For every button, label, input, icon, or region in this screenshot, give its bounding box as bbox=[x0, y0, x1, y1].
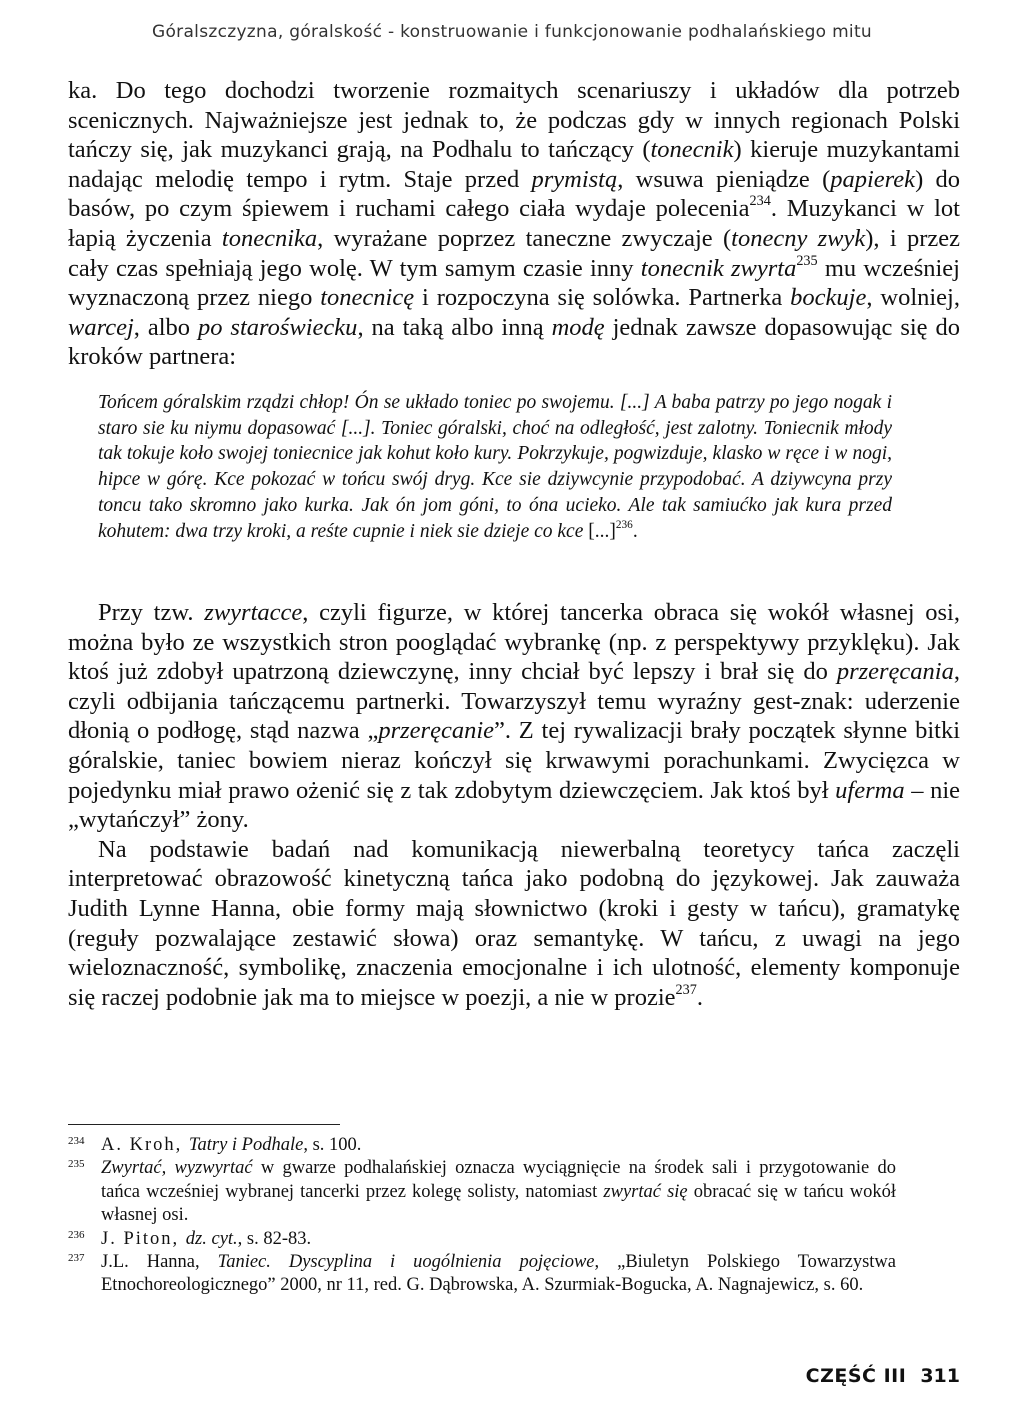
part-label: CZĘŚĆ III bbox=[805, 1365, 907, 1387]
footnote-number: 236 bbox=[68, 1228, 85, 1241]
page-number: 311 bbox=[920, 1365, 960, 1387]
paragraph-hanna: Na podstawie badań nad komunikacją niewerbalną teoretycy tańca zaczęli interpretować obrazowość kinetyczną tańca jako podobną do językowej. Jak zauważa Judith Lynne Hanna, obie formy mają słownictwo (kroki i gesty w tańcu), gramatykę (reguły pozwalające zestawić słowa) oraz semantykę. W tańcu, z uwagi na jego wieloznaczność, symbolikę, znaczenia emocjonalne i ich ulotność, elementy komponuje się raczej podobnie jak ma to miejsce w poezji, a nie w prozie$^{237}$. bbox=[68, 835, 960, 1011]
footnote-ref-235[interactable]: 235 bbox=[796, 252, 818, 269]
paragraph-zwyrtacka: Przy tzw. zwyrtacce, czyli figurze, w której tancerka obraca się wokół własnej osi, można było ze wszystkich stron pooglądać wybrankę (np. z perspektywy przyklęku). Jak ktoś już zdobył upatrzoną dziewczynę, inny chciał być lepszy i brał się do przeręcania, czyli odbijania tańczącemu partnerki. Towarzyszył temu wyraźny gest-znak: uderzenie dłonią o podłogę, stąd nazwa „przeręcanie”. Z tej rywalizacji brały początek słynne bitki góralskie, taniec bowiem nieraz kończył się krwawymi porachunkami. Zwycięzca w pojedynku miał prawo ożenić się z tak zdobytym dziewczęciem. Jak ktoś był uferma – nie „wytańczył” żony. bbox=[68, 599, 961, 834]
main-text-block bbox=[68, 76, 960, 372]
intro-paragraph: ka. Do tego dochodzi tworzenie rozmaitych scenariuszy i układów dla potrzeb scenicznych. Najważniejsze jest jednak to, że podczas gdy w innych regionach Polski tańczy się, jak muzykanci grają, na Podhalu to tańczący (tonecnik) kieruje muzykantami nadając melodię tempo i rytm. Staje przed prymistą, wsuwa pieniądze (papierek) do basów, po czym śpiewem i ruchami całego ciała wydaje polecenia$^{234}$. Muzykanci w lot łapią życzenia tonecnika, wyrażane poprzez taneczne zwyczaje (tonecny zwyk), i przez cały czas spełniają jego wolę. W tym samym czasie inny tonecnik zwyrta$^{235}$ mu wcześniej wyznaczoną przez niego tonecnicę i rozpoczyna się solówka. Partnerka bockuje, wolniej, warcej, albo po staroświecku, na taką albo inną modę jednak zawsze dopasowując się do kroków partnera: bbox=[68, 77, 961, 371]
footnote-234: 234 A. Kroh, Tatry i Podhale, s. 100. bbox=[68, 1134, 896, 1157]
footnote-number: 237 bbox=[68, 1252, 85, 1265]
footnotes bbox=[68, 1134, 896, 1298]
footnote-divider bbox=[68, 1124, 340, 1125]
footnote-ref-236[interactable]: 236 bbox=[615, 518, 633, 531]
main-text-block-2 bbox=[68, 598, 960, 1012]
running-head: Góralszczyzna, góralskość - konstruowanie i funkcjonowanie podhalańskiego mitu bbox=[151, 22, 872, 42]
footnote-number: 235 bbox=[68, 1158, 85, 1171]
footnote-235: 235 Zwyrtać, wyzwyrtać w gwarze podhalańskiej oznacza wyciągnięcie na środek sali i przygotowanie do tańca wcześniej wybranej tancerki przez kolegę solisty, natomiast zwyrtać się obracać się w tańcu wokół własnej osi. bbox=[68, 1157, 896, 1227]
footnote-ref-237[interactable]: 237 bbox=[675, 981, 697, 998]
footnote-ref-234[interactable]: 234 bbox=[749, 193, 771, 210]
footnote-236: 236 J. Piton, dz. cyt., s. 82-83. bbox=[68, 1228, 896, 1251]
footnote-237: 237 J.L. Hanna, Taniec. Dyscyplina i uogólnienia pojęciowe, „Biuletyn Polskiego Towarzystwa Etnochoreologicznego” 2000, nr 11, red. G. Dąbrowska, A. Szurmiak-Bogucka, A. Nagnajewicz, s. 60. bbox=[68, 1251, 896, 1298]
footnote-number: 234 bbox=[68, 1135, 85, 1147]
page-footer bbox=[806, 1365, 960, 1387]
block-quote: Tońcem góralskim rządzi chłop! Ón se układo toniec po swojemu. [...] A baba patrzy po jego nogak i staro sie ku niymu dopasować [...]. Toniec góralski, choć na odległość, jest zalotny. Toniecnik młody tak tokuje koło swojej toniecnice jak kohut koło kury. Pokrzykuje, pogwizduje, klasko w ręce i w nogi, hipce w górę. Kce pokozać w tońcu swój dryg. Kce sie dziywcynie przypodobać. A dziywcyna przy toncu tako skromno jako kurka. Jak ón jom góni, to óna ucieko. Ale tak samiućko jak kura przed kohutem: dwa trzy kroki, a reśte cupnie i niek sie dzieje co kce [...]$^{236}$. bbox=[98, 392, 892, 542]
